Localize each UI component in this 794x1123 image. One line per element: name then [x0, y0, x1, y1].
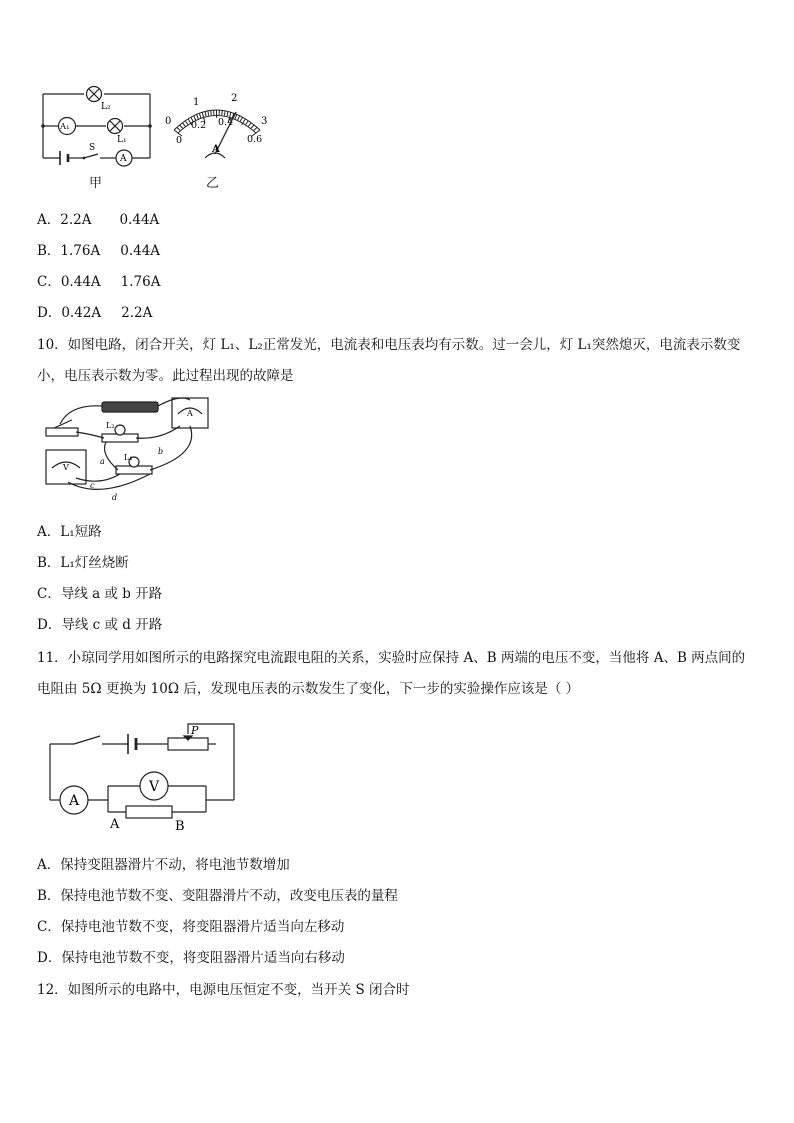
- dial-tick: [254, 127, 257, 130]
- label-a1: A₁: [60, 122, 70, 132]
- q10-stem-line2: 小，电压表示数为零。此过程出现的故障是: [37, 368, 294, 384]
- option-value-1: 0.42A: [61, 305, 102, 321]
- scale-bottom-0: 0: [176, 135, 183, 146]
- q11-label-p: P: [191, 724, 199, 737]
- figure-yi-meter: [160, 86, 272, 166]
- q11-stem-line1: 11．小琼同学用如图所示的电路探究电流跟电阻的关系，实验时应保持 A、B 两端的电压不变，当他将 A、B 两点间的: [37, 650, 746, 666]
- figure-jia-circuit: [38, 84, 156, 178]
- dial-tick: [248, 123, 251, 127]
- q9-option-a[interactable]: [37, 208, 159, 228]
- scale-bottom-0.4: 0.4: [218, 117, 234, 128]
- scale-bottom-0.6: 0.6: [247, 134, 263, 145]
- label-switch: S: [89, 143, 96, 153]
- scale-top-0: 0: [165, 116, 172, 127]
- q11-option-b[interactable]: B．保持电池节数不变、变阻器滑片不动，改变电压表的量程: [37, 888, 398, 904]
- dial-tick: [246, 121, 249, 125]
- option-value-2: 0.44A: [119, 212, 160, 228]
- dial-tick: [238, 116, 240, 120]
- q11-option-c[interactable]: C．保持电池节数不变，将变阻器滑片适当向左移动: [37, 919, 345, 935]
- q11-stem-line2: 电阻由 5Ω 更换为 10Ω 后，发现电压表的示数发生了变化，下一步的实验操作应该是（ ）: [37, 681, 580, 697]
- q10-label-l1: L₁: [124, 453, 133, 462]
- q11-option-d[interactable]: D．保持电池节数不变，将变阻器滑片适当向右移动: [37, 950, 345, 966]
- q11-option-a[interactable]: A．保持变阻器滑片不动，将电池节数增加: [37, 857, 290, 873]
- option-value-1: 0.44A: [60, 274, 101, 290]
- scale-top-3: 3: [261, 116, 268, 127]
- q10-voltmeter-label: V: [63, 463, 69, 472]
- option-value-2: 0.44A: [120, 243, 161, 259]
- q9-option-c[interactable]: [37, 270, 160, 290]
- q9-option-d[interactable]: [37, 301, 152, 321]
- option-letter: A．: [37, 212, 61, 228]
- dial-tick: [197, 114, 199, 118]
- dial-tick: [208, 111, 209, 116]
- dial-tick: [251, 125, 254, 128]
- option-value-1: 2.2A: [60, 212, 92, 228]
- label-l1: L₁: [117, 135, 127, 145]
- caption-jia: 甲: [89, 176, 103, 191]
- q10-label-l2: L₂: [106, 421, 115, 430]
- caption-yi: 乙: [206, 176, 220, 191]
- option-value-2: 2.2A: [121, 305, 153, 321]
- label-a: A: [120, 154, 127, 164]
- dial-tick: [227, 111, 228, 116]
- option-letter: D．: [37, 305, 62, 321]
- q11-circuit-figure: [40, 716, 244, 834]
- dial-tick: [199, 113, 200, 118]
- option-letter: B．: [37, 243, 61, 259]
- scale-bottom-0.2: 0.2: [191, 120, 207, 131]
- q10-circuit-figure: [40, 394, 218, 504]
- option-letter: C．: [37, 274, 61, 290]
- q10-option-a[interactable]: A．L₁短路: [37, 524, 102, 540]
- dial-tick: [185, 121, 188, 125]
- q10-stem-line1: 10．如图电路，闭合开关，灯 L₁、L₂正常发光，电流表和电压表均有示数。过一会儿，灯 L₁突然熄灭，电流表示数变: [37, 337, 741, 353]
- q10-option-b[interactable]: B．L₁灯丝烧断: [37, 555, 129, 571]
- q11-label-point-b: B: [175, 819, 185, 834]
- label-l2: L₂: [101, 102, 111, 112]
- q9-option-b[interactable]: [37, 239, 160, 259]
- dial-tick: [177, 127, 180, 130]
- q10-label-d: d: [112, 493, 118, 502]
- q11-label-v: V: [149, 779, 160, 795]
- option-value-2: 1.76A: [120, 274, 161, 290]
- dial-tick: [240, 117, 242, 121]
- dial-tick: [180, 125, 183, 128]
- q12-stem-line1: 12．如图所示的电路中，电源电压恒定不变，当开关 S 闭合时: [37, 982, 410, 998]
- q10-ammeter-label: A: [187, 409, 193, 418]
- dial-tick: [182, 123, 185, 127]
- scale-top-2: 2: [231, 93, 238, 104]
- q10-label-b: b: [158, 447, 164, 456]
- meter-unit: A: [212, 144, 220, 155]
- q11-label-ammeter: A: [69, 793, 80, 809]
- q10-label-c: c: [90, 481, 95, 490]
- scale-top-1: 1: [193, 97, 200, 108]
- dial-tick: [235, 114, 237, 118]
- option-value-1: 1.76A: [60, 243, 101, 259]
- q10-option-c[interactable]: C．导线 a 或 b 开路: [37, 586, 163, 602]
- dial-tick: [224, 111, 225, 116]
- dial-tick: [205, 111, 206, 116]
- q11-label-point-a: A: [110, 817, 120, 832]
- q10-option-d[interactable]: D．导线 c 或 d 开路: [37, 617, 163, 633]
- q10-label-a: a: [100, 457, 105, 466]
